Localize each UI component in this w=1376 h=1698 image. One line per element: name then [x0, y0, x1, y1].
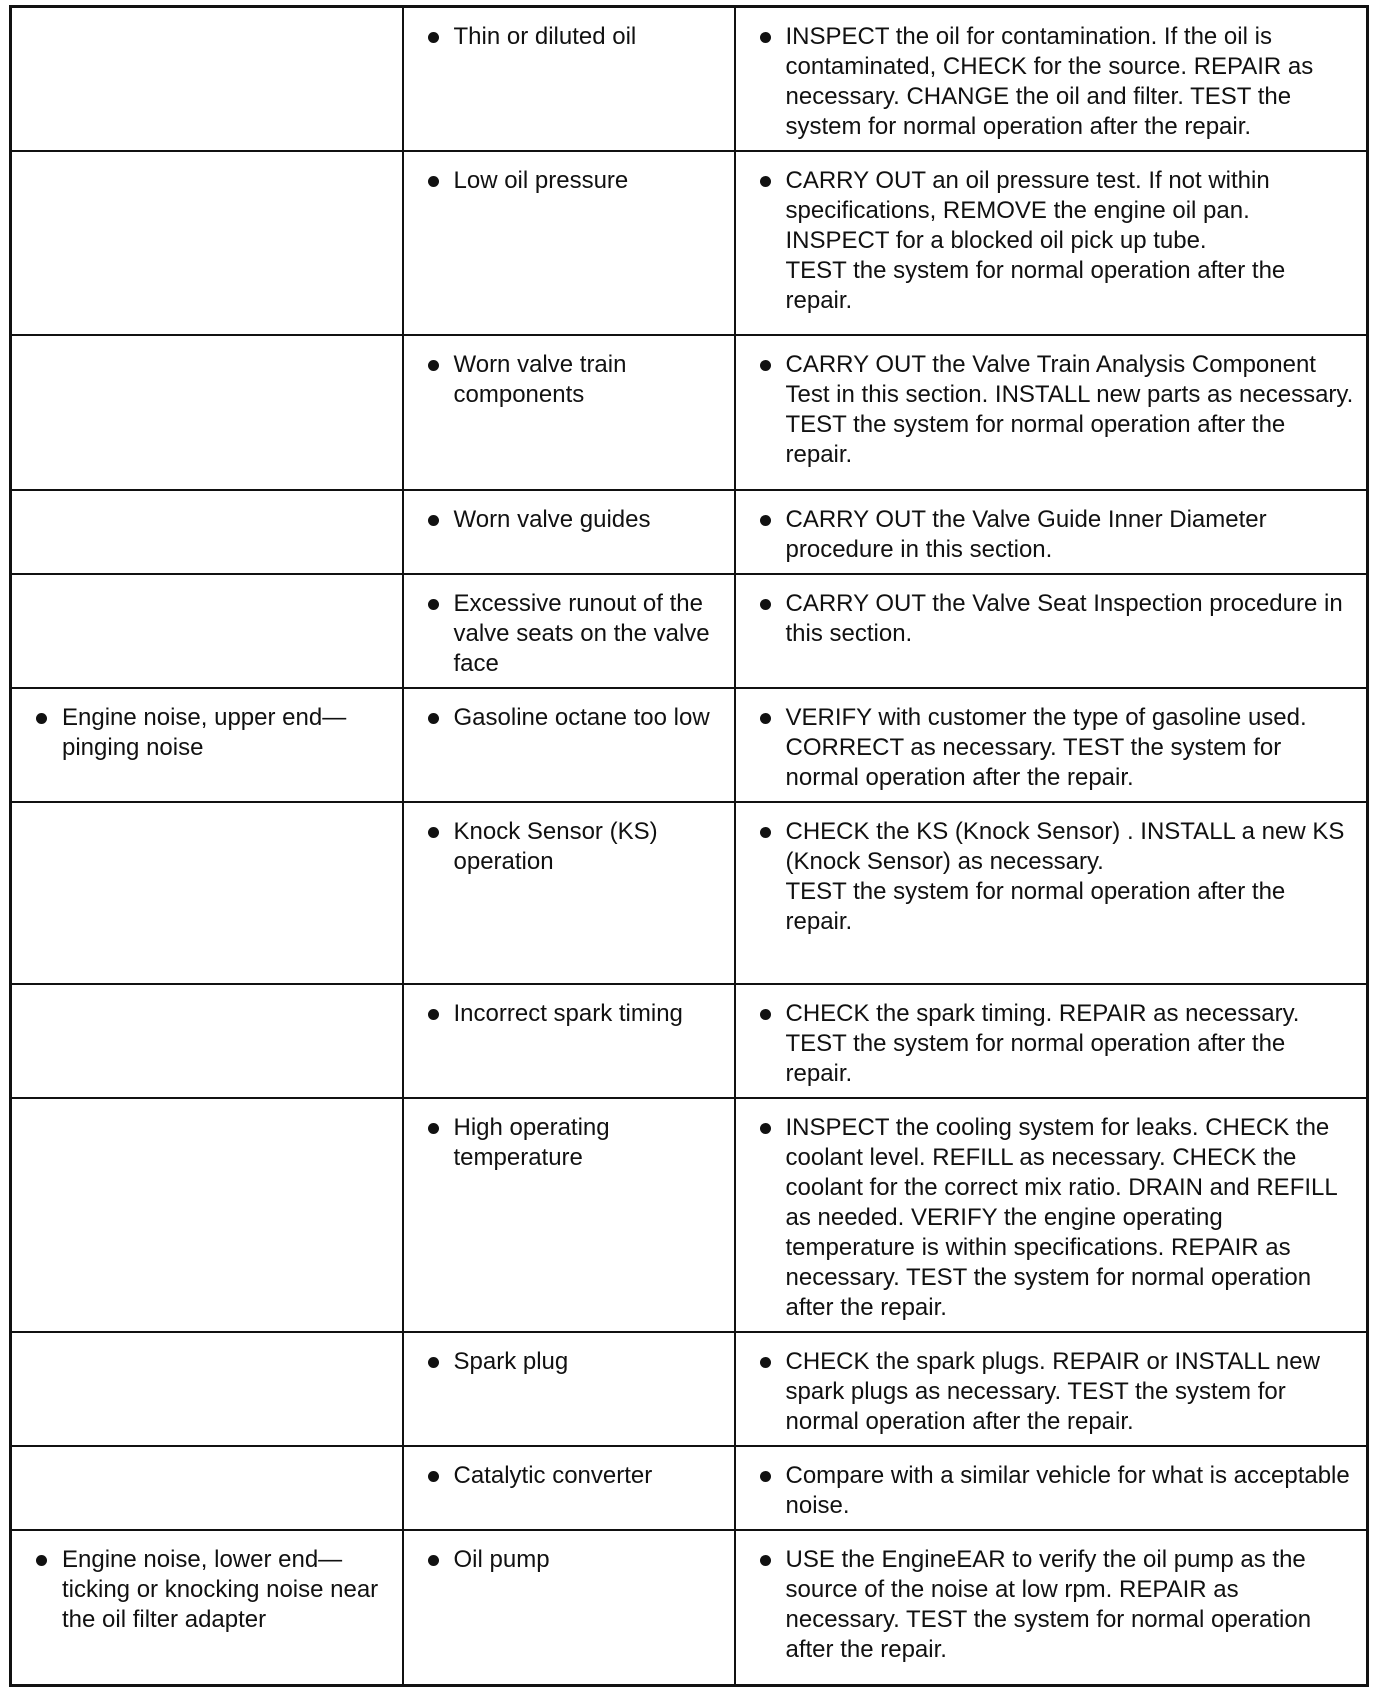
bullet-icon — [428, 1357, 439, 1368]
table-row — [11, 1098, 1368, 1332]
action-text: CHECK the KS (Knock Sensor) . INSTALL a new KS (Knock Sensor) as necessary. TEST the system for normal operation after the repair. — [785, 818, 1345, 935]
cause-text: Oil pump — [453, 1546, 550, 1573]
cause-cell — [403, 1446, 735, 1530]
bullet-icon — [36, 1555, 47, 1566]
table-row — [11, 7, 1368, 152]
action-cell — [735, 7, 1368, 152]
list-item — [746, 1347, 1357, 1437]
action-cell — [735, 151, 1368, 335]
bullet-icon — [760, 1123, 771, 1134]
list-item — [22, 703, 392, 763]
bullet-icon — [428, 515, 439, 526]
bullet-icon — [428, 599, 439, 610]
list-item — [746, 703, 1357, 793]
bullet-icon — [428, 1555, 439, 1566]
list-item — [746, 817, 1357, 937]
diagnosis-table — [9, 5, 1369, 1687]
list-item — [414, 22, 724, 52]
list-item — [746, 1461, 1357, 1521]
table-row — [11, 335, 1368, 490]
cause-text: Catalytic converter — [453, 1462, 653, 1489]
list-item — [414, 1113, 724, 1173]
bullet-icon — [36, 713, 47, 724]
action-text: CHECK the spark plugs. REPAIR or INSTALL new spark plugs as necessary. TEST the system for normal operation after the repair. — [785, 1348, 1320, 1435]
cause-text: Worn valve guides — [453, 506, 651, 533]
condition-cell — [11, 7, 403, 152]
bullet-icon — [760, 360, 771, 371]
cause-text: Thin or diluted oil — [453, 23, 637, 50]
action-text: INSPECT the oil for contamination. If the oil is contaminated, CHECK for the source. REPAIR as necessary. CHANGE the oil and filter. TEST the system for normal operation after the repair. — [785, 23, 1314, 140]
bullet-icon — [760, 1009, 771, 1020]
cause-cell — [403, 7, 735, 152]
action-cell — [735, 984, 1368, 1098]
list-item — [746, 505, 1357, 565]
list-item — [414, 1461, 724, 1491]
condition-cell — [11, 335, 403, 490]
cause-cell — [403, 151, 735, 335]
list-item — [746, 1113, 1357, 1323]
cause-text: Low oil pressure — [453, 167, 629, 194]
condition-text: Engine noise, upper end—pinging noise — [62, 704, 347, 761]
list-item — [414, 350, 724, 410]
bullet-icon — [760, 827, 771, 838]
condition-text: Engine noise, lower end—ticking or knocking noise near the oil filter adapter — [62, 1546, 379, 1633]
list-item — [746, 999, 1357, 1089]
list-item — [22, 1545, 392, 1635]
list-item — [414, 589, 724, 679]
condition-cell — [11, 688, 403, 802]
list-item — [414, 703, 724, 733]
bullet-icon — [760, 713, 771, 724]
cause-cell — [403, 688, 735, 802]
cause-cell — [403, 490, 735, 574]
list-item — [746, 589, 1357, 649]
table-row — [11, 984, 1368, 1098]
cause-text: Spark plug — [453, 1348, 569, 1375]
condition-cell — [11, 802, 403, 984]
bullet-icon — [760, 515, 771, 526]
cause-text: Incorrect spark timing — [453, 1000, 683, 1027]
action-text: VERIFY with customer the type of gasoline used. CORRECT as necessary. TEST the system for normal operation after the repair. — [785, 704, 1307, 791]
list-item — [414, 1545, 724, 1575]
condition-cell — [11, 574, 403, 688]
condition-cell — [11, 984, 403, 1098]
table-row — [11, 688, 1368, 802]
list-item — [414, 1347, 724, 1377]
cause-text: Worn valve train components — [453, 351, 627, 408]
cause-text: High operating temperature — [453, 1114, 610, 1171]
bullet-icon — [428, 1471, 439, 1482]
action-text: CARRY OUT the Valve Guide Inner Diameter procedure in this section. — [785, 506, 1267, 563]
table-row — [11, 1332, 1368, 1446]
action-cell — [735, 802, 1368, 984]
bullet-icon — [428, 32, 439, 43]
cause-text: Knock Sensor (KS) operation — [453, 818, 658, 875]
action-cell — [735, 1332, 1368, 1446]
cause-text: Gasoline octane too low — [453, 704, 710, 731]
table-row — [11, 1530, 1368, 1685]
action-cell — [735, 1530, 1368, 1685]
table-row — [11, 802, 1368, 984]
action-text: CARRY OUT an oil pressure test. If not within specifications, REMOVE the engine oil pan. INSPECT for a blocked oil pick up tube. TEST the system for normal operation after the repair. — [785, 167, 1286, 314]
cause-cell — [403, 1530, 735, 1685]
condition-cell — [11, 1530, 403, 1685]
action-text: CARRY OUT the Valve Seat Inspection procedure in this section. — [785, 590, 1343, 647]
table-row — [11, 574, 1368, 688]
action-text: CHECK the spark timing. REPAIR as necessary. TEST the system for normal operation after the repair. — [785, 1000, 1300, 1087]
bullet-icon — [428, 713, 439, 724]
action-text: USE the EngineEAR to verify the oil pump as the source of the noise at low rpm. REPAIR as necessary. TEST the system for normal operation after the repair. — [785, 1546, 1312, 1663]
cause-cell — [403, 984, 735, 1098]
action-cell — [735, 1098, 1368, 1332]
cause-cell — [403, 1332, 735, 1446]
action-text: Compare with a similar vehicle for what is acceptable noise. — [785, 1462, 1350, 1519]
action-cell — [735, 688, 1368, 802]
bullet-icon — [428, 176, 439, 187]
action-cell — [735, 335, 1368, 490]
condition-cell — [11, 1446, 403, 1530]
list-item — [414, 505, 724, 535]
bullet-icon — [428, 360, 439, 371]
cause-cell — [403, 1098, 735, 1332]
cause-cell — [403, 335, 735, 490]
list-item — [746, 22, 1357, 142]
bullet-icon — [760, 32, 771, 43]
table-row — [11, 490, 1368, 574]
action-cell — [735, 574, 1368, 688]
cause-cell — [403, 574, 735, 688]
condition-cell — [11, 1332, 403, 1446]
action-text: INSPECT the cooling system for leaks. CHECK the coolant level. REFILL as necessary. CHECK the coolant for the correct mix ratio. DRAIN and REFILL as needed. VERIFY the engine operating temperature is within specifications. REPAIR as necessary. TEST the system for normal operation after the repair. — [785, 1114, 1337, 1321]
table-row — [11, 1446, 1368, 1530]
list-item — [746, 1545, 1357, 1665]
cause-text: Excessive runout of the valve seats on the valve face — [453, 590, 710, 677]
list-item — [414, 166, 724, 196]
list-item — [746, 166, 1357, 316]
table-row — [11, 151, 1368, 335]
action-text: CARRY OUT the Valve Train Analysis Component Test in this section. INSTALL new parts as necessary. TEST the system for normal operation after the repair. — [785, 351, 1354, 468]
list-item — [746, 350, 1357, 470]
bullet-icon — [760, 1471, 771, 1482]
action-cell — [735, 490, 1368, 574]
bullet-icon — [428, 1123, 439, 1134]
condition-cell — [11, 490, 403, 574]
bullet-icon — [760, 1357, 771, 1368]
bullet-icon — [760, 176, 771, 187]
condition-cell — [11, 1098, 403, 1332]
bullet-icon — [760, 1555, 771, 1566]
bullet-icon — [760, 599, 771, 610]
bullet-icon — [428, 827, 439, 838]
cause-cell — [403, 802, 735, 984]
list-item — [414, 817, 724, 877]
action-cell — [735, 1446, 1368, 1530]
list-item — [414, 999, 724, 1029]
condition-cell — [11, 151, 403, 335]
bullet-icon — [428, 1009, 439, 1020]
